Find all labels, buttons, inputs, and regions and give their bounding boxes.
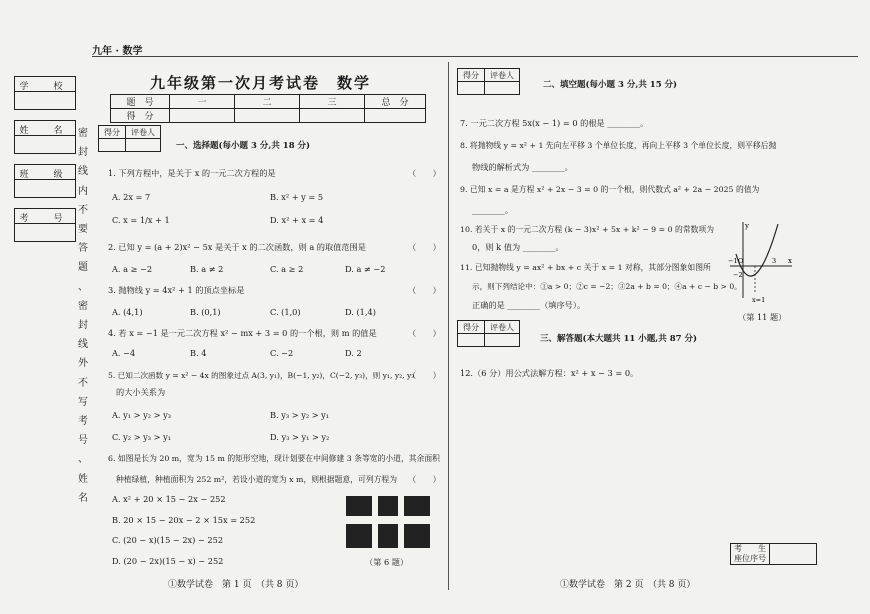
figure-6-caption: （第 6 题） [365,557,409,567]
option[interactable]: B. (0,1) [190,307,221,317]
question-7: 7. 一元二次方程 5x(x − 1) = 0 的根是 ________。 [460,118,649,128]
option[interactable]: B. y₃ > y₂ > y₁ [270,410,330,420]
exam-header: 九年 · 数学 [92,46,143,57]
fig11-origin: O [738,257,744,265]
option[interactable]: C. (1,0) [270,307,301,317]
option[interactable]: D. (20 − 2x)(15 − x) − 252 [112,556,224,566]
section-1-heading: 一、选择题(每小题 3 分,共 18 分) [176,141,311,151]
page-title: 九年级第一次月考试卷 数学 [150,74,372,92]
option[interactable]: C. (20 − x)(15 − 2x) − 252 [112,535,224,545]
option[interactable]: D. a ≠ −2 [345,264,386,274]
question-5-cont: 的大小关系为 [116,387,166,397]
question-5: 5. 已知二次函数 y = x² − 4x 的图象过点 A(3, y₁)，B(−1, y₂)，C(−2, y₃)，则 y₁, y₂, y₃ [108,371,415,380]
option[interactable]: A. 2x = 7 [112,192,151,202]
option[interactable]: A. −4 [112,348,136,358]
school-field[interactable]: 学 校 [14,76,76,110]
question-8: 8. 将抛物线 y = x² + 1 先向左平移 3 个单位长度，再向上平移 3 个单位长度，则平移后抛 [460,141,777,150]
candidate-seat-box: 考 生 座位序号 [730,543,817,565]
question-11-cont2: 正确的是 ________（填序号）。 [472,300,586,310]
question-11-figure [728,218,796,304]
fig11-neg1: −1 [728,257,738,265]
answer-paren-4[interactable]: （ ） [408,328,441,338]
answer-paren-5[interactable]: （ ） [408,370,441,380]
fig11-axis-label: x=1 [752,296,766,304]
fig11-x-label: x [788,257,792,265]
question-11: 11. 已知抛物线 y = ax² + bx + c 关于 x = 1 对称，其部分图象如图所 [460,263,711,272]
option[interactable]: B. 4 [190,348,207,358]
score-table: 题 号 一 二 三 总 分 得 分 [110,94,426,123]
section-3-heading: 三、解答题(本大题共 11 小题,共 87 分) [540,334,697,344]
page-1-footer: ①数学试卷 第 1 页 （共 8 页） [168,580,304,590]
figure-11-caption: （第 11 题） [738,312,787,322]
page-2-footer: ①数学试卷 第 2 页 （共 8 页） [560,580,696,590]
answer-paren-1[interactable]: （ ） [408,168,441,178]
answer-paren-6[interactable]: （ ） [408,474,441,484]
option[interactable]: D. x² + x = 4 [270,215,324,225]
option[interactable]: D. (1,4) [345,307,376,317]
option[interactable]: A. a ≥ −2 [112,264,153,274]
page-divider [448,62,449,590]
seat-number-input[interactable] [770,544,817,565]
fig11-y-label: y [745,222,749,230]
question-6-cont: 种植绿植，种植面积为 252 m²，若设小道的宽为 x m，则根据题意，可列方程为 [116,475,398,484]
question-1: 1. 下列方程中，是关于 x 的一元二次方程的是 [108,168,276,178]
question-3: 3. 抛物线 y = 4x² + 1 的顶点坐标是 [108,285,245,295]
section-2-heading: 二、填空题(每小题 3 分,共 15 分) [543,80,678,90]
class-field[interactable]: 班 级 [14,164,76,198]
header-rule [92,56,858,57]
option[interactable]: C. −2 [270,348,294,358]
option[interactable]: B. 20 × 15 − 20x − 2 × 15x = 252 [112,515,256,525]
question-8-cont: 物线的解析式为 ________。 [472,162,573,172]
option[interactable]: A. y₁ > y₂ > y₃ [112,410,171,420]
option[interactable]: C. a ≥ 2 [270,264,304,274]
option[interactable]: A. x² + 20 × 15 − 2x − 252 [112,494,226,504]
option[interactable]: B. a ≠ 2 [190,264,224,274]
option[interactable]: C. x = 1/x + 1 [112,215,170,225]
answer-paren-3[interactable]: （ ） [408,285,441,295]
question-10: 10. 若关于 x 的一元二次方程 (k − 3)x² + 5x + k² − 9 = 0 的常数项为 [460,225,715,234]
option[interactable]: B. x² + y = 5 [270,192,324,202]
answer-paren-2[interactable]: （ ） [408,242,441,252]
seal-line-notice: 密 封 线 内 不 要 答 题 、 密 封 线 外 不 写 考 号 、 姓 名 [78,128,88,504]
question-2: 2. 已知 y = (a + 2)x² − 5x 是关于 x 的二次函数，则 a 的取值范围是 [108,242,366,252]
option[interactable]: D. y₃ > y₁ > y₂ [270,432,330,442]
grader-box-2: 得分 评卷人 [457,68,520,95]
grader-box-3: 得分 评卷人 [457,320,520,347]
question-6-figure [346,496,430,548]
option[interactable]: D. 2 [345,348,362,358]
fig11-three: 3 [772,257,777,265]
fig11-neg2: −2 [733,271,743,279]
name-field[interactable]: 姓 名 [14,120,76,154]
question-11-cont: 示，则下列结论中：①a > 0；②c = −2；③2a + b = 0；④a + c − b > 0。 [472,282,742,291]
option[interactable]: A. (4,1) [112,307,143,317]
question-6: 6. 如图是长为 20 m，宽为 15 m 的矩形空地，现计划要在中间修建 3 条等宽的小道，其余面积 [108,454,440,463]
question-4: 4. 若 x = −1 是一元二次方程 x² − mx + 3 = 0 的一个根，则 m 的值是 [108,328,377,338]
option[interactable]: C. y₂ > y₃ > y₁ [112,432,172,442]
question-9: 9. 已知 x = a 是方程 x² + 2x − 3 = 0 的一个根，则代数式 a² + 2a − 2025 的值为 [460,185,760,194]
exam-number-field[interactable]: 考 号 [14,208,76,242]
question-12: 12.（6 分）用公式法解方程：x² + x − 3 = 0。 [460,368,639,378]
grader-box-1: 得分 评卷人 [98,125,161,152]
question-10-cont: 0，则 k 值为 ________。 [472,242,564,252]
question-9-cont: ________。 [472,205,513,215]
